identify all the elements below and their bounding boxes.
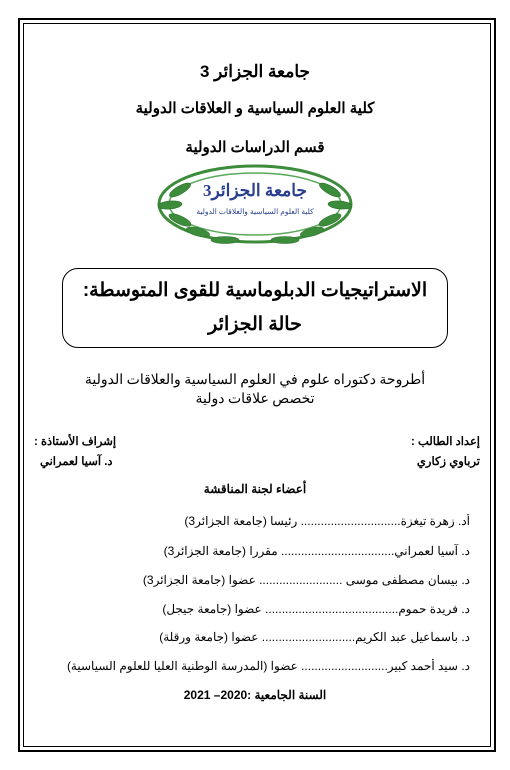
thesis-title-line1: الاستراتيجيات الدبلوماسية للقوى المتوسطة: (82, 280, 428, 301)
logo-text-line2: كلية العلوم السياسية والعلاقات الدولية (196, 207, 314, 216)
jury-member: د. بيسان مصطفى موسى ......................... عضوا (جامعة الجزائر3) (142, 573, 470, 587)
academic-year: السنة الجامعية :2020– 2021 (183, 688, 327, 702)
laurel-wreath-icon (158, 166, 353, 244)
department-name: قسم الدراسات الدولية (185, 139, 325, 156)
thesis-specialty: تخصص علاقات دولية (195, 392, 315, 407)
thesis-type: أطروحة دكتوراه علوم في العلوم السياسية والعلاقات الدولية (84, 373, 426, 388)
supervisor-label: إشراف الأستاذة : (34, 436, 117, 448)
jury-member: د. آسيا لعمراني.................................. مقررا (جامعة الجزائر3) (163, 544, 470, 558)
jury-member: د. فريدة حموم........................................ عضوا (جامعة جيجل) (162, 602, 470, 616)
logo-text-line1: جامعة الجزائر3 (203, 181, 307, 200)
jury-member: أد. زهرة تيغزة.............................. رئيسا (جامعة الجزائر3) (184, 514, 470, 528)
faculty-name: كلية العلوم السياسية و العلاقات الدولية (135, 100, 375, 117)
supervisor-name: د. آسيا لعمراني (40, 456, 113, 468)
thesis-title-box (62, 268, 448, 348)
student-name: ترباوي زكاري (416, 456, 480, 468)
jury-title: أعضاء لجنة المناقشة (203, 482, 307, 496)
jury-member: د. سيد أحمد كبير.......................... عضوا (المدرسة الوطنية العليا للعلوم السياسية) (66, 659, 470, 673)
student-label: إعداد الطالب : (410, 436, 480, 448)
university-logo (150, 160, 360, 248)
thesis-title-line2: حالة الجزائر (208, 314, 302, 335)
university-name: جامعة الجزائر 3 (199, 62, 311, 81)
jury-member: د. باسماعيل عبد الكريم............................ عضوا (جامعة ورقلة) (159, 630, 470, 644)
